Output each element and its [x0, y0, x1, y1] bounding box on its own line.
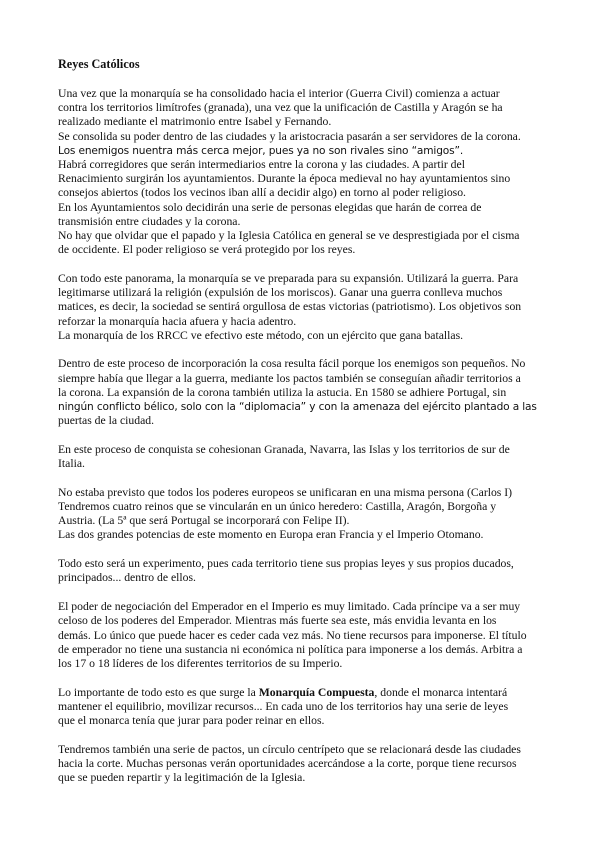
text-line: que el monarca tenía que jurar para poder reinar en ellos. [58, 714, 325, 728]
text-line: Los enemigos nuentra más cerca mejor, pues ya no son rivales sino “amigos”. [58, 144, 464, 157]
text-line: mantener el equilibrio, movilizar recursos... En cada uno de los territorios hay una serie de leyes [58, 699, 509, 713]
paragraph-9 [58, 743, 549, 786]
text-line: Tendremos también una serie de pactos, un círculo centrípeto que se relacionará desde las ciudades [58, 742, 521, 756]
text-line: Austria. (La 5ª que será Portugal se incorporará con Felipe II). [58, 514, 350, 528]
bold-term: Monarquía Compuesta [258, 685, 375, 699]
text-line: Dentro de este proceso de incorporación la cosa resulta fácil porque los enemigos son pequeños. No [58, 357, 526, 371]
text-line: demás. Lo único que puede hacer es ceder cada vez más. No tiene recursos para imponerse. El título [58, 628, 527, 642]
paragraph-1 [58, 87, 549, 257]
text-line: hacia la corte. Muchas personas verán oportunidades acercándose a la corte, porque tiene recursos [58, 756, 517, 770]
paragraph-3 [58, 357, 549, 428]
paragraph-2 [58, 272, 549, 343]
paragraph-4 [58, 443, 549, 471]
text-line: transmisión entre ciudades y la corona. [58, 214, 241, 228]
text-line: puertas de la ciudad. [58, 414, 155, 428]
paragraph-7 [58, 600, 549, 671]
text-run: Lo importante de todo esto es que surge la [58, 685, 259, 699]
text-line: siempre había que llegar a la guerra, mediante los pactos también se conseguían añadir territorios a [58, 371, 521, 385]
text-line: de occidente. El poder religioso se verá protegido por los reyes. [58, 243, 356, 257]
text-line: Se consolida su poder dentro de las ciudades y la aristocracia pasarán a ser servidores de la corona. [58, 129, 521, 143]
text-line: los 17 o 18 líderes de los diferentes territorios de su Imperio. [58, 656, 343, 670]
text-line: contra los territorios limítrofes (granada), una vez que la unificación de Castilla y Aragón se ha [58, 101, 503, 115]
text-line: En los Ayuntamientos solo decidirán una serie de personas elegidas que harán de correa de [58, 200, 482, 214]
text-run: , donde el monarca intentará [374, 685, 508, 699]
paragraph-5 [58, 486, 549, 543]
text-line: que se pueden repartir y la legitimación de la Iglesia. [58, 771, 306, 785]
text-line: El poder de negociación del Emperador en el Imperio es muy limitado. Cada príncipe va a ser muy [58, 600, 521, 614]
text-line: consejos abiertos (todos los vecinos iban allí a decidir algo) en torno al poder religioso. [58, 186, 466, 200]
text-line: Con todo este panorama, la monarquía se ve preparada para su expansión. Utilizará la guerra. Para [58, 271, 519, 285]
text-line: Todo esto será un experimento, pues cada territorio tiene sus propias leyes y sus propios ducados, [58, 557, 514, 571]
text-line: Las dos grandes potencias de este momento en Europa eran Francia y el Imperio Otomano. [58, 528, 484, 542]
text-line [58, 686, 549, 700]
text-line: principados... dentro de ellos. [58, 571, 196, 585]
text-line: realizado mediante el matrimonio entre Isabel y Fernando. [58, 115, 332, 129]
text-line: legitimarse utilizará la religión (expulsión de los moriscos). Ganar una guerra conlleva muchos [58, 286, 503, 300]
text-line: No hay que olvidar que el papado y la Iglesia Católica en general se ve desprestigiada por el cisma [58, 229, 520, 243]
text-line: ningún conflicto bélico, solo con la “diplomacia” y con la amenaza del ejército plantado a las [58, 401, 537, 414]
text-line: la corona. La expansión de la corona también utiliza la astucia. En 1580 se adhiere Portugal, sin [58, 385, 507, 399]
text-line: reforzar la monarquía hacia afuera y hacia adentro. [58, 314, 297, 328]
text-line: de emperador no tiene una sustancia ni económica ni política para imponerse a los demás. Arbitra a [58, 642, 523, 656]
text-line: En este proceso de conquista se cohesionan Granada, Navarra, las Islas y los territorios de sur de [58, 442, 510, 456]
text-line: Italia. [58, 457, 85, 471]
text-line: celoso de los poderes del Emperador. Mientras más fuerte sea este, más envidia levanta en los [58, 614, 497, 628]
text-line: matices, es decir, la sociedad se sentirá orgullosa de estas victorias (patriotismo). Los objetivos son [58, 300, 522, 314]
paragraph-6 [58, 557, 549, 585]
text-line: Renacimiento surgirán los ayuntamientos. Durante la época medieval no hay ayuntamientos sino [58, 172, 511, 186]
document-title: Reyes Católicos [58, 57, 140, 71]
text-line: Tendremos cuatro reinos que se vincularán en un único heredero: Castilla, Aragón, Borgoña y [58, 500, 497, 514]
paragraph-8 [58, 686, 549, 729]
text-line: La monarquía de los RRCC ve efectivo este método, con un ejército que gana batallas. [58, 328, 464, 342]
text-line: No estaba previsto que todos los poderes europeos se unificaran en una misma persona (Carlos I) [58, 485, 513, 499]
text-line: Habrá corregidores que serán intermediarios entre la corona y las ciudades. A partir del [58, 158, 465, 172]
text-line: Una vez que la monarquía se ha consolidado hacia el interior (Guerra Civil) comienza a actuar [58, 87, 500, 100]
